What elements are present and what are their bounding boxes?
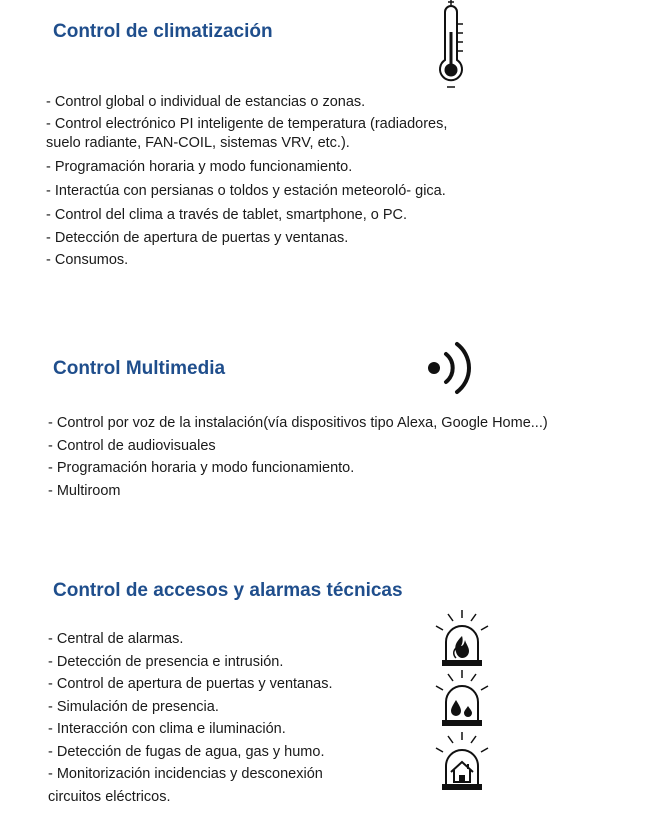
list-item: - Detección de fugas de agua, gas y humo. [48, 743, 325, 760]
feature-list [48, 412, 548, 502]
list-item: - Consumos. [46, 252, 129, 268]
list-item: circuitos eléctricos. [48, 788, 171, 805]
list-item: - Interactúa con persianas o toldos y estación meteoroló- gica. [46, 183, 446, 199]
list-item: - Control de audiovisuales [48, 437, 216, 454]
list-item: - Multiroom [48, 482, 121, 499]
list-item: - Control de apertura de puertas y ventanas. [48, 676, 333, 692]
wireless-signal-icon [425, 338, 481, 398]
list-item: - Programación horaria y modo funcionamiento. [46, 159, 353, 175]
thermometer-icon [433, 0, 469, 92]
list-item: - Programación horaria y modo funcionamiento. [48, 460, 355, 476]
list-item: - Control global o individual de estancias o zonas. [46, 94, 366, 110]
list-item: - Control electrónico PI inteligente de temperatura (radiadores, [46, 116, 448, 132]
section-accesos-alarmas [0, 560, 660, 815]
water-alarm-icon [430, 668, 494, 728]
list-item: - Central de alarmas. [48, 631, 184, 647]
feature-list [46, 91, 447, 271]
list-item: suelo radiante, FAN-COIL, sistemas VRV, etc.). [46, 135, 350, 151]
list-item: - Detección de presencia e intrusión. [48, 653, 284, 670]
list-item: - Simulación de presencia. [48, 698, 219, 715]
section-title: Control de climatización [53, 21, 273, 42]
list-item: - Detección de apertura de puertas y ventanas. [46, 230, 349, 246]
list-item: - Interacción con clima e iluminación. [48, 721, 286, 737]
list-item: - Control del clima a través de tablet, smartphone, o PC. [46, 207, 408, 223]
section-title: Control de accesos y alarmas técnicas [53, 580, 403, 601]
section-multimedia [0, 330, 660, 510]
feature-list [48, 628, 333, 808]
section-climatizacion [0, 0, 660, 290]
fire-alarm-icon [430, 608, 494, 668]
list-item: - Control por voz de la instalación(vía dispositivos tipo Alexa, Google Home...) [48, 415, 548, 431]
home-alarm-icon [430, 730, 494, 792]
section-title: Control Multimedia [53, 358, 226, 379]
list-item: - Monitorización incidencias y desconexión [48, 766, 323, 782]
